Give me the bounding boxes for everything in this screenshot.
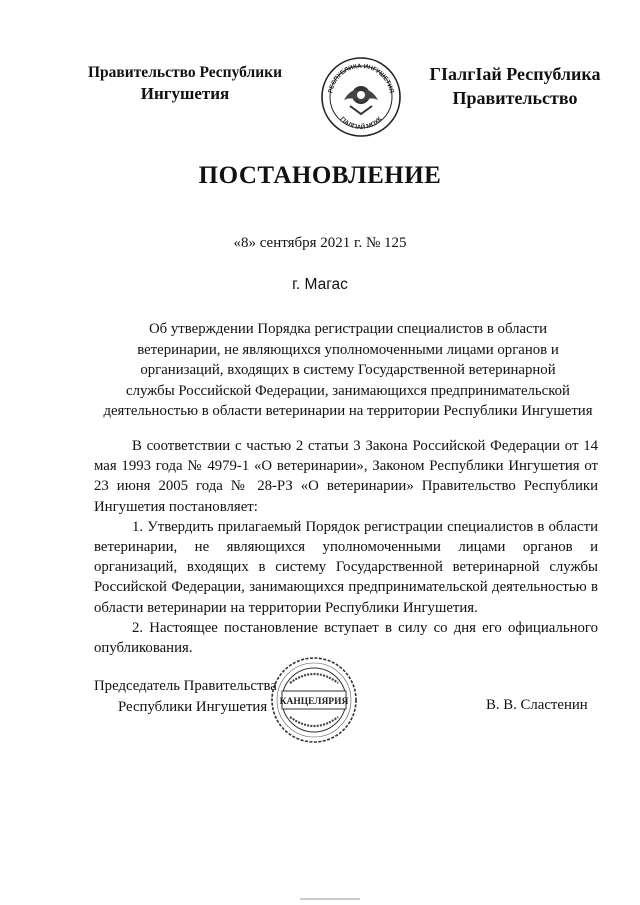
header-left-line2: Ингушетия — [140, 84, 230, 103]
subject-line: деятельностью в области ветеринарии на территории Республики Ингушетия — [103, 403, 593, 420]
body-item-1: 1. Утвердить прилагаемый Порядок регистрации специалистов в области ветеринарии, не являющихся уполномоченными лицами органов и организаций, входящих в систему Государственной ветеринарной службы Российской Федерации, занимающихся предпринимательской деятельностью в области ветеринарии на территории Республики Ингушетия. — [94, 518, 598, 616]
office-stamp — [268, 655, 360, 745]
emblem-text-top: РЕСПУБЛИКА ИНГУШЕТИЯ — [327, 62, 395, 94]
subject-line: службы Российской Федерации, занимающихся предпринимательской — [126, 382, 570, 399]
header-right-ingush — [425, 62, 605, 110]
body-preamble: В соответствии с частью 2 статьи 3 Закона Российской Федерации от 14 мая 1993 года № 4979-1 «О ветеринарии», Законом Республики Ингушетия от 23 июня 2005 года № 28-РЗ «О ветеринарии» Правительство Республики Ингушетия постановляет: — [94, 438, 598, 515]
header-left-russian — [80, 62, 290, 104]
document-body — [94, 436, 598, 658]
document-subject — [86, 319, 610, 422]
emblem-text-bottom: ГIАЛГIАЙ МОХК — [338, 115, 384, 132]
subject-line: организаций, входящих в систему Государственной ветеринарной — [140, 362, 556, 379]
signatory-name: В. В. Сластенин — [486, 697, 588, 713]
svg-text:ГIАЛГIАЙ МОХК — [339, 116, 384, 132]
header-right-line2: Правительство — [452, 88, 578, 108]
signatory-position-line2: Республики Ингушетия — [118, 698, 268, 715]
signatory-position — [94, 676, 277, 717]
signatory-position-line1: Председатель Правительства — [94, 678, 277, 694]
header-right-line1: ГIалгIай Республика — [429, 64, 601, 84]
subject-line: ветеринарии, не являющихся уполномоченными лицами органов и — [137, 341, 559, 358]
document-date-number: «8» сентября 2021 г. № 125 — [233, 235, 407, 251]
footer-divider — [300, 898, 360, 900]
document-city: г. Магас — [292, 276, 348, 293]
document-title: ПОСТАНОВЛЕНИЕ — [198, 162, 442, 189]
header-left-line1: Правительство Республики — [87, 64, 283, 81]
republic-emblem-seal — [320, 56, 402, 138]
body-item-2: 2. Настоящее постановление вступает в силу со дня его официального опубликования. — [94, 619, 598, 657]
subject-line: Об утверждении Порядка регистрации специалистов в области — [148, 321, 548, 337]
stamp-text: КАНЦЕЛЯРИЯ — [279, 697, 349, 707]
